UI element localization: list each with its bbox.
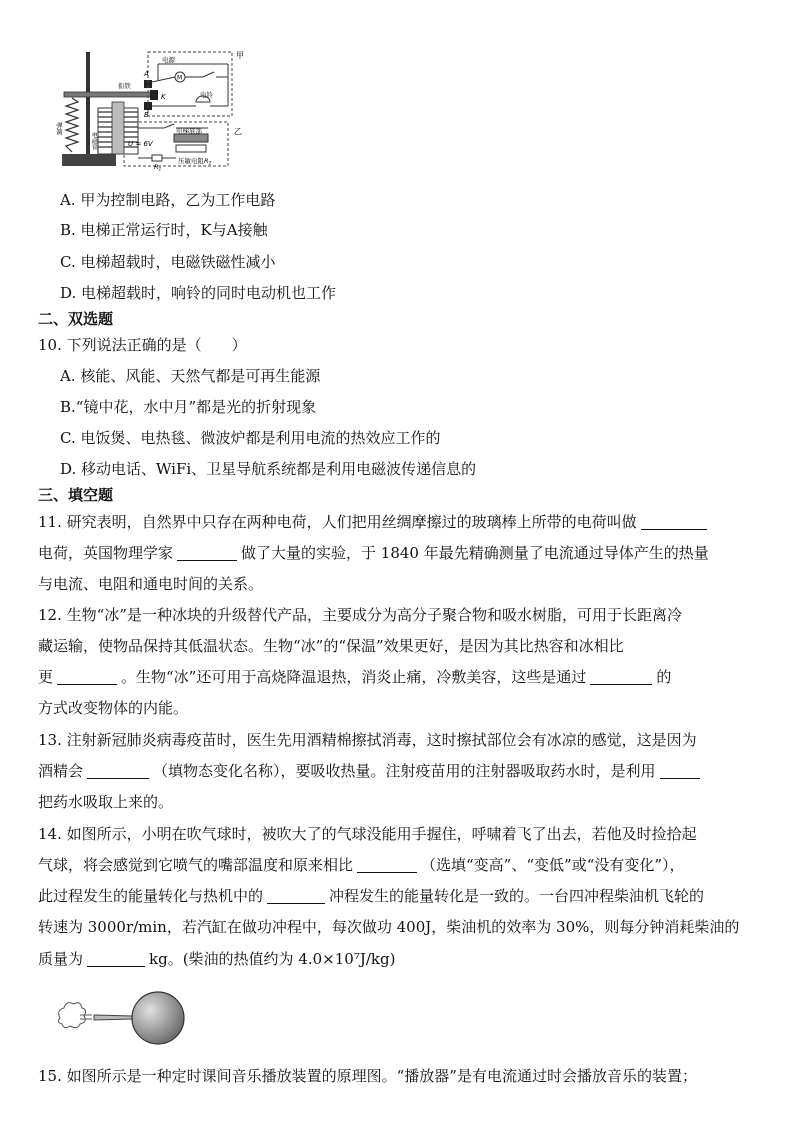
- q13-line-1: 13. 注射新冠肺炎病毒疫苗时，医生先用酒精棉擦拭消毒，这时擦拭部位会有冰凉的感觉，这是因为: [38, 731, 697, 749]
- label-r1: $R_1$: [154, 163, 162, 173]
- label-contact-k: K: [161, 93, 166, 101]
- label-contact-a: A: [144, 70, 149, 78]
- label-floor: 电梯底部: [176, 127, 202, 135]
- q12-line-1: 12. 生物“冰”是一种冰块的升级替代产品，主要成分为高分子聚合物和吸水树脂，可用于长距离冷: [38, 606, 682, 624]
- q14-blank-3[interactable]: [87, 950, 145, 967]
- section-heading-double-choice: 二、双选题: [38, 310, 114, 328]
- q12-blank-2[interactable]: [590, 668, 652, 685]
- balloon-neck: [94, 1015, 132, 1020]
- balloon-icon: [132, 992, 184, 1044]
- q12-blank-1[interactable]: [57, 668, 117, 685]
- q9-option-a: A. 甲为控制电路，乙为工作电路: [60, 191, 276, 209]
- q10-stem: 10. 下列说法正确的是（ ）: [38, 336, 247, 354]
- q14-blank-2[interactable]: [267, 887, 325, 904]
- label-spring: 弹簧: [55, 122, 63, 135]
- ground-base: [62, 154, 116, 166]
- q11-blank-2[interactable]: [177, 544, 237, 561]
- q12-line-2: 藏运输，使物品保持其低温状态。生物“冰”的“保温”效果更好，是因为其比热容和冰相比: [38, 637, 624, 655]
- label-armature: 衔铁: [118, 82, 131, 90]
- q14-line-5: 质量为 kg。(柴油的热值约为 4.0×10⁷J/kg): [38, 950, 396, 968]
- label-voltage: U = 6V: [128, 140, 153, 148]
- label-bell: 电铃: [200, 91, 213, 99]
- q15-line-1: 15. 如图所示是一种定时课间音乐播放装置的原理图。“播放器”是有电流通过时会播放音乐的装置；: [38, 1067, 697, 1085]
- q14-line-3: 此过程发生的能量转化与热机中的 冲程发生的能量转化是一致的。一台四冲程柴油机飞轮的: [38, 887, 705, 905]
- q9-option-c: C. 电梯超载时，电磁铁磁性减小: [60, 253, 276, 271]
- label-pressure-resistor: 压敏电阻$R_2$: [178, 157, 212, 167]
- q10-option-c: C. 电饭煲、电热毯、微波炉都是利用电流的热效应工作的: [60, 429, 441, 447]
- label-electromagnet: 电磁铁: [90, 132, 98, 150]
- q13-line-2: 酒精会 （填物态变化名称），要吸收热量。注射疫苗用的注射器吸取药水时，是利用: [38, 761, 704, 781]
- q9-option-d: D. 电梯超载时，响铃的同时电动机也工作: [60, 284, 337, 302]
- q13-blank-2[interactable]: [660, 762, 700, 779]
- balloon-figure: [54, 988, 194, 1052]
- q14-line-4: 转速为 3000r/min，若汽缸在做功冲程中，每次做功 400J，柴油机的效率为 30%，则每分钟消耗柴油的: [38, 918, 740, 936]
- q14-blank-1[interactable]: [357, 856, 417, 873]
- q14-line-1: 14. 如图所示，小明在吹气球时，被吹大了的气球没能用手握住，呼啸着飞了出去，若他及时捡拾起: [38, 825, 697, 843]
- section-heading-fill-blank: 三、填空题: [38, 486, 114, 504]
- label-contact-b: B: [144, 111, 149, 119]
- q10-option-d: D. 移动电话、WiFi、卫星导航系统都是利用电磁波传递信息的: [60, 460, 477, 478]
- q9-option-b: B. 电梯正常运行时，K与A接触: [60, 221, 268, 239]
- q11-line-2: 电荷，英国物理学家 做了大量的实验，于 1840 年最先精确测量了电流通过导体产生的热量: [38, 544, 709, 562]
- label-power: 电源: [162, 56, 175, 64]
- q11-blank-1[interactable]: [641, 513, 707, 530]
- q12-line-3: 更 。生物“冰”还可用于高烧降温退热，消炎止痛，冷敷美容，这些是通过 的: [38, 668, 672, 686]
- q12-line-4: 方式改变物体的内能。: [38, 699, 189, 717]
- q13-blank-1[interactable]: [87, 762, 149, 779]
- q10-option-b: B.“镜中花，水中月”都是光的折射现象: [60, 398, 317, 416]
- label-motor: M: [177, 74, 183, 82]
- label-jia: 甲: [236, 51, 244, 60]
- q13-line-3: 把药水吸取上来的。: [38, 793, 174, 811]
- elevator-circuit-figure: [55, 42, 248, 173]
- label-yi: 乙: [234, 127, 242, 136]
- q14-line-2: 气球，将会感觉到它喷气的嘴部温度和原来相比 （选填“变高”、“变低”或“没有变化”），: [38, 856, 685, 874]
- q10-option-a: A. 核能、风能、天然气都是可再生能源: [60, 367, 321, 385]
- q11-line-3: 与电流、电阻和通电时间的关系。: [38, 575, 264, 593]
- q11-line-1: 11. 研究表明，自然界中只存在两种电荷，人们把用丝绸摩擦过的玻璃棒上所带的电荷叫做: [38, 512, 711, 532]
